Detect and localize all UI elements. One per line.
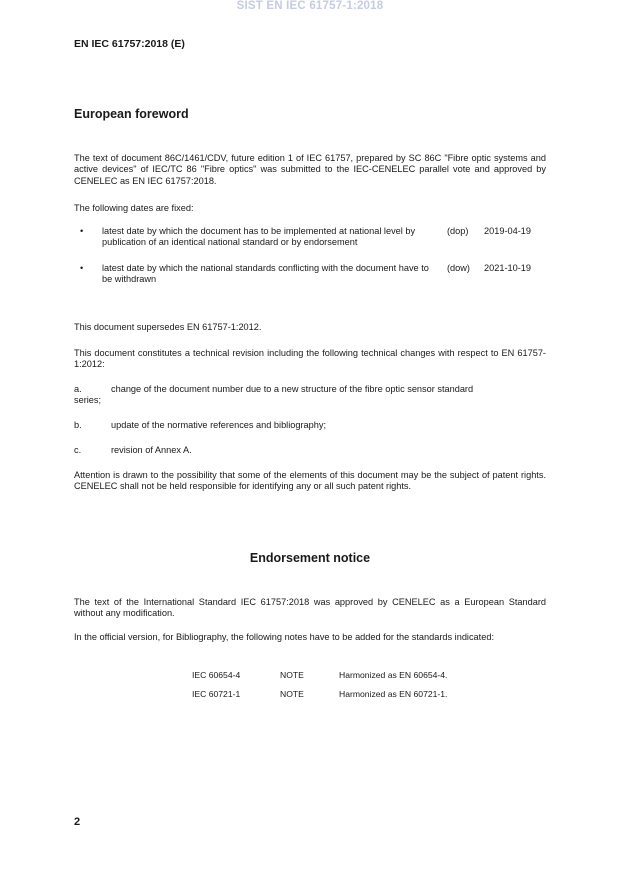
bibliography-note: In the official version, for Bibliography, the following notes have to be added for the standards indicated:	[74, 632, 494, 642]
date-item-code: (dow)	[447, 263, 470, 273]
note-harmonized: Harmonized as EN 60721-1.	[339, 689, 448, 699]
note-label: NOTE	[280, 670, 304, 680]
page-number: 2	[74, 816, 81, 828]
change-text: update of the normative references and bibliography;	[111, 420, 327, 430]
endorsement-text: The text of the International Standard IEC 61757:2018 was approved by CENELEC as a European Standard without any modification.	[74, 597, 546, 619]
change-label: b.	[74, 420, 82, 430]
change-label: c.	[74, 445, 82, 455]
date-item-date: 2021-10-19	[484, 263, 531, 273]
change-text: change of the document number due to a new structure of the fibre optic sensor standard	[111, 384, 474, 394]
bullet-mark: •	[80, 263, 84, 273]
supersedes-statement: This document supersedes EN 61757-1:2012.	[74, 322, 262, 332]
change-label: a.	[74, 384, 82, 394]
date-item-date: 2019-04-19	[484, 226, 531, 236]
note-harmonized: Harmonized as EN 60654-4.	[339, 670, 448, 680]
note-standard: IEC 60721-1	[192, 689, 241, 699]
watermark: SIST EN IEC 61757-1:2018	[236, 0, 384, 12]
note-standard: IEC 60654-4	[192, 670, 241, 680]
foreword-intro: The text of document 86C/1461/CDV, future edition 1 of IEC 61757, prepared by SC 86C "Fibre optic systems and active devices" of IEC/TC 86 "Fibre optics" was submitted to the IEC-CENELEC parallel vote and approved by CENELEC as EN IEC 61757:2018.	[74, 153, 546, 186]
patent-attention: Attention is drawn to the possibility that some of the elements of this document may be the subject of patent rights. CENELEC shall not be held responsible for identifying any or all such patent rights.	[74, 470, 546, 492]
date-item-text: latest date by which the national standards conflicting with the document have to be withdrawn	[102, 263, 429, 285]
note-label: NOTE	[280, 689, 304, 699]
bullet-mark: •	[80, 226, 84, 236]
date-item-code: (dop)	[447, 226, 469, 236]
document-header: EN IEC 61757:2018 (E)	[74, 38, 185, 50]
revision-statement: This document constitutes a technical revision including the following technical changes with respect to EN 61757-1:2012:	[74, 348, 546, 370]
change-text: revision of Annex A.	[111, 445, 192, 455]
change-text-continuation: series;	[74, 395, 102, 405]
date-item-text: latest date by which the document has to be implemented at national level by publication of an identical national standard or by endorsement	[102, 226, 416, 248]
endorsement-title: Endorsement notice	[249, 551, 371, 565]
foreword-title: European foreword	[74, 107, 189, 121]
dates-intro: The following dates are fixed:	[74, 203, 194, 213]
